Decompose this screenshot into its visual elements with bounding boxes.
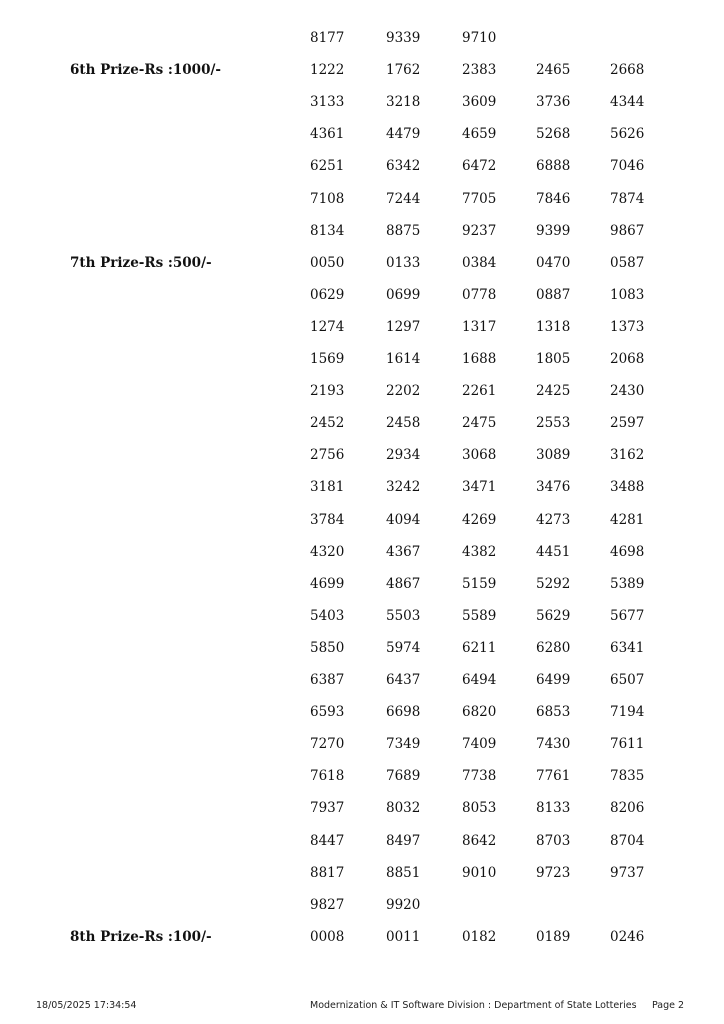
winning-number: 6820 (462, 704, 497, 721)
winning-number: 0699 (386, 286, 421, 303)
winning-number: 4269 (462, 511, 497, 528)
winning-number: 1318 (536, 318, 571, 335)
winning-number: 9710 (462, 30, 497, 46)
winning-number: 5503 (386, 607, 421, 624)
winning-number: 3089 (536, 447, 571, 464)
winning-number: 2458 (386, 415, 421, 432)
winning-number: 8447 (310, 832, 345, 849)
winning-number: 9827 (310, 896, 345, 913)
winning-number: 5403 (310, 607, 345, 624)
winning-number: 7937 (310, 800, 345, 817)
winning-number: 8497 (386, 832, 421, 849)
winning-number: 2202 (386, 383, 421, 400)
winning-number: 8134 (310, 222, 345, 239)
winning-number: 0778 (462, 286, 497, 303)
winning-number: 9237 (462, 222, 497, 239)
winning-number: 6342 (386, 158, 421, 175)
winning-number: 8032 (386, 800, 421, 817)
winning-number: 8703 (536, 832, 571, 849)
winning-number: 1688 (462, 351, 497, 367)
winning-number: 8704 (610, 832, 645, 849)
winning-number: 4320 (310, 543, 345, 560)
footer-division: Modernization & IT Software Division : Department of State Lotteries (310, 1000, 637, 1011)
winning-number: 9010 (462, 864, 497, 881)
winning-number: 4699 (310, 575, 345, 592)
winning-number: 6499 (536, 672, 571, 688)
winning-number: 1317 (462, 318, 497, 335)
winning-number: 3162 (610, 447, 645, 464)
winning-number: 8133 (536, 800, 571, 817)
winning-number: 5292 (536, 575, 571, 592)
winning-number: 2425 (536, 383, 571, 400)
winning-number: 6341 (610, 639, 645, 656)
winning-number: 4367 (386, 543, 421, 560)
winning-number: 1083 (610, 286, 645, 303)
winning-number: 0133 (386, 254, 421, 271)
prize-label: 6th Prize-Rs :1000/- (70, 62, 222, 79)
winning-number: 2430 (610, 383, 645, 400)
winning-number: 3218 (386, 94, 421, 111)
winning-number: 4361 (310, 126, 345, 143)
winning-number: 7705 (462, 190, 497, 207)
winning-number: 3609 (462, 94, 497, 111)
winning-number: 4479 (386, 126, 421, 143)
winning-number: 0246 (610, 928, 645, 945)
winning-number: 6853 (536, 704, 571, 721)
winning-number: 7846 (536, 190, 571, 207)
winning-number: 7046 (610, 158, 645, 175)
winning-number: 4698 (610, 543, 645, 560)
winning-number: 7835 (610, 768, 645, 785)
winning-number: 0182 (462, 928, 497, 945)
footer-page-number: Page 2 (652, 1000, 685, 1011)
winning-number: 5389 (610, 575, 645, 592)
winning-number: 8875 (386, 222, 421, 239)
winning-number: 9339 (386, 30, 421, 46)
winning-number: 1762 (386, 62, 421, 79)
winning-number: 4451 (536, 543, 571, 560)
footer-timestamp: 18/05/2025 17:34:54 (36, 1000, 137, 1011)
winning-number: 1297 (386, 318, 421, 335)
winning-number: 3784 (310, 511, 345, 528)
winning-number: 2261 (462, 383, 497, 400)
winning-number: 0008 (310, 928, 345, 945)
winning-number: 0629 (310, 286, 345, 303)
winning-number: 7689 (386, 768, 421, 785)
winning-number: 3242 (386, 479, 421, 496)
winning-number: 1569 (310, 351, 345, 367)
winning-number: 4382 (462, 543, 497, 560)
winning-number: 1614 (386, 351, 421, 367)
winning-number: 6888 (536, 158, 571, 175)
winning-number: 8053 (462, 800, 497, 817)
winning-number: 3471 (462, 479, 497, 496)
winning-number: 0470 (536, 254, 571, 271)
winning-number: 3068 (462, 447, 497, 464)
winning-number: 6472 (462, 158, 497, 175)
winning-number: 1805 (536, 351, 571, 367)
winning-number: 2383 (462, 62, 497, 79)
winning-number: 4659 (462, 126, 497, 143)
winning-number: 3736 (536, 94, 571, 111)
winning-number: 9920 (386, 896, 421, 913)
winning-number: 4344 (610, 94, 645, 111)
winning-number: 3476 (536, 479, 571, 496)
winning-number: 1274 (310, 318, 345, 335)
winning-number: 6593 (310, 704, 345, 721)
winning-number: 5850 (310, 639, 345, 656)
winning-number: 5974 (386, 639, 421, 656)
winning-number: 7738 (462, 768, 497, 785)
winning-number: 7349 (386, 736, 421, 753)
winning-number: 4281 (610, 511, 645, 528)
winning-number: 5159 (462, 575, 497, 592)
winning-number: 5626 (610, 126, 645, 143)
winning-number: 7108 (310, 190, 345, 207)
winning-number: 9399 (536, 222, 571, 239)
winning-number: 2756 (310, 447, 345, 464)
winning-number: 7409 (462, 736, 497, 753)
winning-number: 9723 (536, 864, 571, 881)
winning-number: 3181 (310, 479, 345, 496)
winning-number: 2452 (310, 415, 345, 432)
winning-number: 7270 (310, 736, 345, 753)
winning-number: 7430 (536, 736, 571, 753)
winning-number: 1222 (310, 62, 345, 79)
winning-number: 8177 (310, 30, 345, 46)
winning-number: 0384 (462, 254, 497, 271)
winning-number: 8206 (610, 800, 645, 817)
winning-number: 7618 (310, 768, 345, 785)
winning-number: 6494 (462, 672, 497, 688)
winning-number: 0050 (310, 254, 345, 271)
winning-number: 4273 (536, 511, 571, 528)
winning-number: 2475 (462, 415, 497, 432)
winning-number: 8642 (462, 832, 497, 849)
winning-number: 0189 (536, 928, 571, 945)
winning-number: 2668 (610, 62, 645, 79)
winning-number: 8851 (386, 864, 421, 881)
winning-number: 5268 (536, 126, 571, 143)
winning-number: 2934 (386, 447, 421, 464)
winning-number: 2193 (310, 383, 345, 400)
winning-number: 7874 (610, 190, 645, 207)
winning-number: 2553 (536, 415, 571, 432)
winning-number: 7194 (610, 704, 645, 721)
winning-number: 9737 (610, 864, 645, 881)
winning-number: 0887 (536, 286, 571, 303)
winning-number: 1373 (610, 318, 645, 335)
winning-number: 6387 (310, 672, 345, 688)
winning-number: 3488 (610, 479, 645, 496)
winning-number: 6507 (610, 672, 645, 688)
winning-number: 9867 (610, 222, 645, 239)
winning-number: 6251 (310, 158, 345, 175)
winning-number: 4867 (386, 575, 421, 592)
winning-number: 6698 (386, 704, 421, 721)
winning-number: 6437 (386, 672, 421, 688)
winning-number: 6211 (462, 639, 497, 656)
winning-number: 0011 (386, 928, 421, 945)
winning-number: 5589 (462, 607, 497, 624)
winning-number: 7761 (536, 768, 571, 785)
winning-number: 5677 (610, 607, 645, 624)
winning-number: 2068 (610, 351, 645, 367)
winning-number: 2597 (610, 415, 645, 432)
winning-number: 0587 (610, 254, 645, 271)
winning-number: 6280 (536, 639, 571, 656)
winning-number: 2465 (536, 62, 571, 79)
prize-label: 7th Prize-Rs :500/- (70, 254, 212, 271)
winning-number: 7611 (610, 736, 645, 753)
prize-label: 8th Prize-Rs :100/- (70, 928, 212, 945)
winning-number: 4094 (386, 511, 421, 528)
winning-number: 7244 (386, 190, 421, 207)
winning-number: 8817 (310, 864, 345, 881)
winning-number: 3133 (310, 94, 345, 111)
winning-number: 5629 (536, 607, 571, 624)
